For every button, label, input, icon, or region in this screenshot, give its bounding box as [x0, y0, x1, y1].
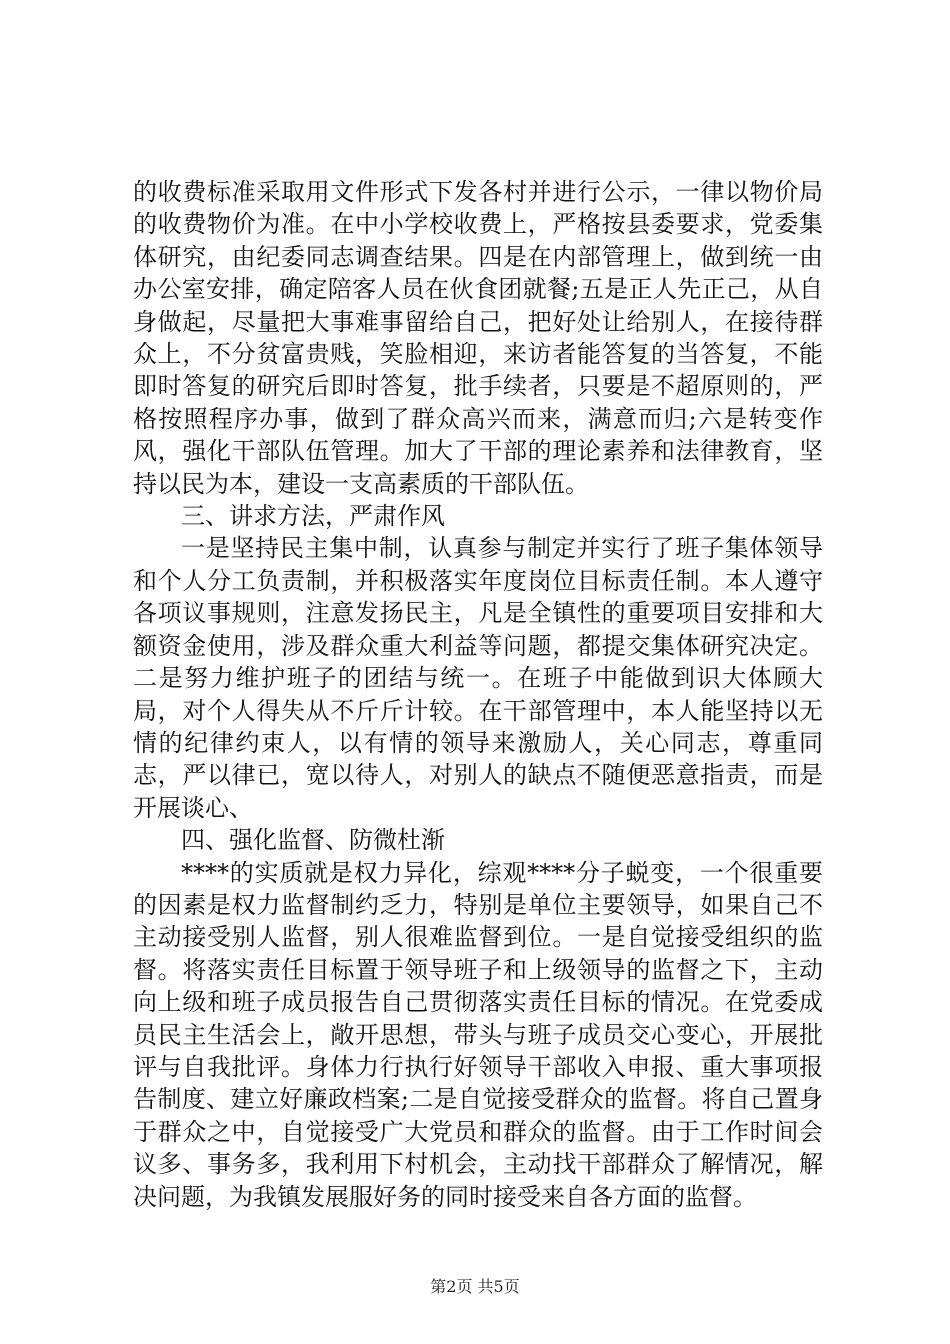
paragraph-continued: 的收费标准采取用文件形式下发各村并进行公示，一律以物价局的收费物价为准。在中小学校收费上，严格按县委要求，党委集体研究，由纪委同志调查结果。四是在内部管理上，做到统一由办公室安排，确定陪客人员在伙食团就餐;五是正人先正己，从自身做起，尽量把大事难事留给自己，把好处让给别人，在接待群众上，不分贫富贵贱，笑脸相迎，来访者能答复的当答复，不能即时答复的研究后即时答复，批手续者，只要是不超原则的，严格按照程序办事，做到了群众高兴而来，满意而归;六是转变作风，强化干部队伍管理。加大了干部的理论素养和法律教育，坚持以民为本，建设一支高素质的干部队伍。 [133, 178, 823, 498]
section-heading-4: 四、强化监督、防微杜渐 [181, 826, 445, 855]
section-heading-3: 三、讲求方法，严肃作风 [181, 502, 445, 531]
paragraph: 一是坚持民主集中制，认真参与制定并实行了班子集体领导和个人分工负责制，并积极落实年度岗位目标责任制。本人遵守各项议事规则，注意发扬民主，凡是全镇性的重要项目安排和大额资金使用，涉及群众重大利益等问题，都提交集体研究决定。二是努力维护班子的团结与统一。在班子中能做到识大体顾大局，对个人得失从不斤斤计较。在干部管理中，本人能坚持以无情的纪律约束人，以有情的领导来激励人，关心同志，尊重同志，严以律已，宽以待人，对别人的缺点不随便恶意指责，而是开展谈心、 [133, 534, 823, 822]
page-number-footer: 第2页 共5页 [430, 1277, 520, 1296]
paragraph: ****的实质就是权力异化，综观****分子蜕变，一个很重要的因素是权力监督制约乏力，特别是单位主要领导，如果自己不主动接受别人监督，别人很难监督到位。一是自觉接受组织的监督。将落实责任目标置于领导班子和上级领导的监督之下，主动向上级和班子成员报告自己贯彻落实责任目标的情况。在党委成员民主生活会上，敞开思想，带头与班子成员交心变心，开展批评与自我批评。身体力行执行好领导干部收入申报、重大事项报告制度、建立好廉政档案;二是自觉接受群众的监督。将自己置身于群众之中，自觉接受广大党员和群众的监督。由于工作时间会议多、事务多，我利用下村机会，主动找干部群众了解情况，解决问题，为我镇发展服好务的同时接受来自各方面的监督。 [133, 858, 823, 1211]
document-body [133, 176, 823, 1213]
